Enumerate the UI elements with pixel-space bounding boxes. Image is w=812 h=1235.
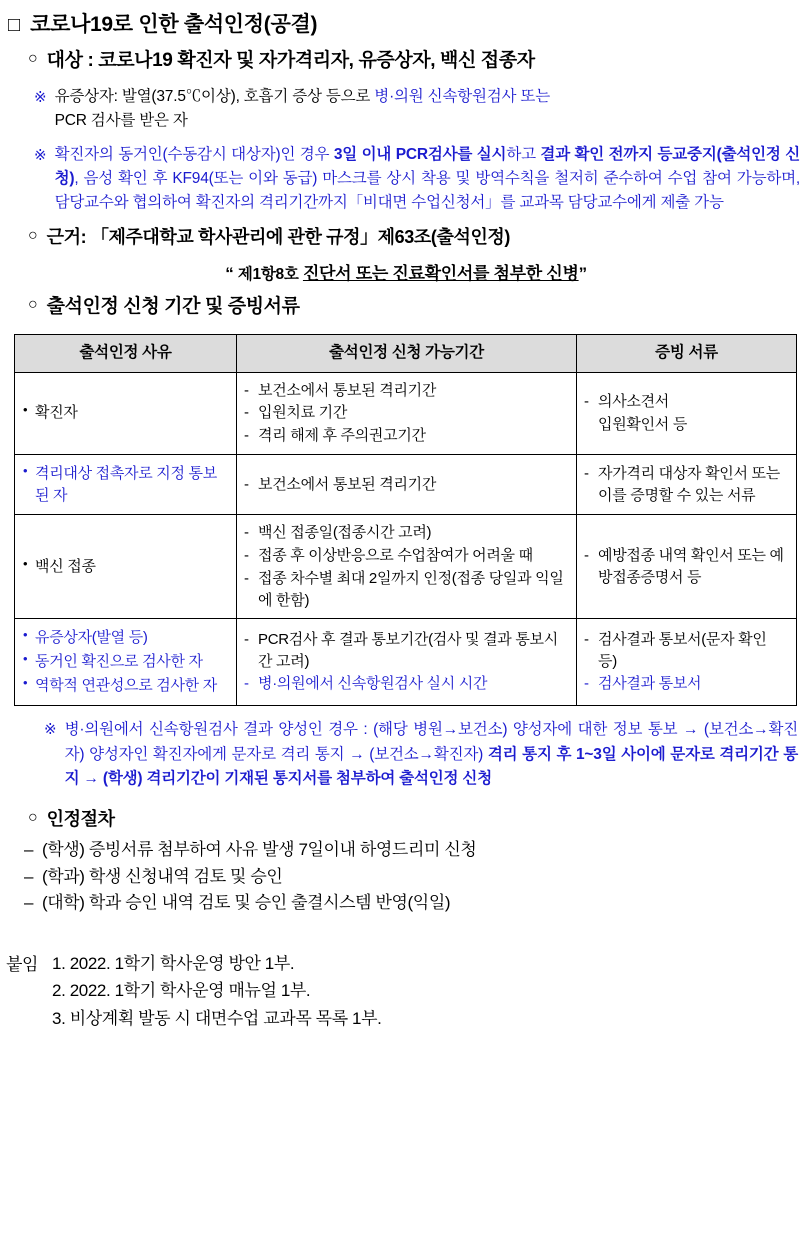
table-row	[15, 372, 797, 454]
table-cell-proof	[577, 372, 797, 454]
note-cohabitant-body	[55, 143, 800, 215]
table-row	[15, 454, 797, 515]
list-item: - 예방접종 내역 확인서 또는 예방접종증명서 등	[584, 545, 789, 589]
title-square-icon: □	[8, 14, 21, 36]
list-item: - 접종 차수별 최대 2일까지 인정(접종 당일과 익일에 한함)	[244, 568, 569, 612]
list-item: - 입원치료 기간	[244, 402, 569, 424]
note-cohabitant-text-2: 3일 이내 PCR검사를 실시	[333, 145, 507, 163]
list-item: • 백신 접종	[22, 556, 229, 578]
note-positive-text-1: 병·의원에서 신속항원검사 결과 양성인 경우 : (해당 병원→보건소) 양성자에 대한 정보 통보 → (보건소→확진자) 양성자인 확진자에게 문자로 격리 통지 → (보건소→확진자)	[64, 720, 798, 763]
note-positive-result	[0, 718, 812, 792]
list-item: 입원확인서 등	[598, 415, 688, 433]
quote-close-mark: ”	[578, 263, 587, 283]
list-item: - 검사결과 통보서(문자 확인 등)	[584, 629, 789, 673]
list-item: 3. 비상계획 발동 시 대면수업 교과목 목록 1부.	[52, 1008, 382, 1028]
table-cell-proof	[577, 454, 797, 515]
reference-mark-icon: ※	[34, 88, 47, 106]
list-item: - 백신 접종일(접종시간 고려)	[244, 522, 569, 544]
list-item: - 검사결과 통보서	[584, 673, 789, 695]
list-item: - 보건소에서 통보된 격리기간	[244, 474, 569, 496]
note-positive-text-2: 격리 통지 후 1~3일 사이에 문자로 격리기간 통지 → (학생) 격리기간이 기재된 통지서를 첨부하여 출석인정 신청	[64, 745, 798, 788]
circle-bullet-icon: ○	[28, 50, 38, 67]
note-cohabitant	[0, 143, 812, 215]
list-item: - 의사소견서	[584, 391, 789, 413]
attendance-table	[14, 334, 797, 705]
section-basis-label: 근거: 「제주대학교 학사관리에 관한 규정」제63조(출석인정)	[46, 226, 511, 247]
table-header-period: 출석인정 신청 가능기간	[237, 335, 577, 372]
document-title-row	[0, 0, 812, 38]
list-item: - PCR검사 후 결과 통보기간(검사 및 결과 통보시간 고려)	[244, 629, 569, 673]
list-item: • 역학적 연관성으로 검사한 자	[22, 675, 229, 697]
note-cohabitant-text-1: 확진자의 동거인(수동감시 대상자)인 경우	[54, 145, 334, 163]
reference-mark-icon: ※	[34, 146, 47, 164]
list-item: 1. 2022. 1학기 학사운영 방안 1부.	[52, 954, 295, 974]
quote-open-mark: “	[225, 263, 234, 283]
note-symptomatic	[0, 85, 812, 133]
table-header-row	[15, 335, 797, 372]
table-cell-period	[237, 454, 577, 515]
note-symptomatic-text-1: 유증상자: 발열(37.5℃이상), 호흡기 증상 등으로	[54, 87, 375, 105]
note-cohabitant-text-5: , 음성 확인 후 KF94(또는 이와 동급) 마스크를 상시 착용 및 방역수칙을 철저히 준수하여 수업 참여 가능하며, 담당교수와 협의하여 확진자의 격리기간까지「비대면 수업신청서」를 교과목 담당교수에게 제출 가능	[54, 169, 800, 211]
list-item: • 확진자	[22, 402, 229, 424]
section-target-label: 대상 : 코로나19 확진자 및 자가격리자, 유증상자, 백신 접종자	[46, 50, 535, 71]
circle-bullet-icon: ○	[28, 295, 38, 313]
list-item: – (학과) 학생 신청내역 검토 및 승인	[24, 864, 812, 890]
table-cell-proof	[577, 515, 797, 619]
quote-underlined-text: 진단서 또는 진료확인서를 첨부한 신병	[302, 263, 579, 283]
reference-mark-icon: ※	[44, 720, 57, 738]
attachment-list	[52, 950, 381, 1032]
list-item: • 유증상자(발열 등)	[22, 627, 229, 649]
procedure-list	[0, 837, 812, 916]
table-cell-reason	[15, 515, 237, 619]
section-target	[0, 47, 812, 75]
list-item: - 병·의원에서 신속항원검사 실시 시간	[244, 673, 569, 695]
section-table-heading-label: 출석인정 신청 기간 및 증빙서류	[46, 295, 300, 317]
section-procedure	[0, 806, 812, 832]
list-item: - 접종 후 이상반응으로 수업참여가 어려울 때	[244, 545, 569, 567]
attachment-section	[0, 950, 812, 1032]
page-title: 코로나19로 인한 출석인정(공결)	[30, 13, 318, 36]
table-row	[15, 619, 797, 705]
section-procedure-label: 인정절차	[46, 809, 115, 830]
note-positive-result-body	[65, 718, 798, 792]
list-item: • 동거인 확진으로 검사한 자	[22, 651, 229, 673]
list-item: - 자가격리 대상자 확인서 또는 이를 증명할 수 있는 서류	[584, 463, 789, 507]
note-cohabitant-text-3: 하고	[506, 145, 541, 163]
list-item: – (학생) 증빙서류 첨부하여 사유 발생 7일이내 하영드리미 신청	[24, 837, 812, 863]
table-cell-reason	[15, 454, 237, 515]
table-cell-reason	[15, 372, 237, 454]
table-cell-proof	[577, 619, 797, 705]
note-cohabitant-text-4: 결과 확인 전까지 등교중지(출석인정 신청)	[54, 145, 800, 187]
circle-bullet-icon: ○	[28, 809, 38, 827]
table-cell-period	[237, 515, 577, 619]
section-basis	[0, 224, 812, 250]
table-header-reason: 출석인정 사유	[15, 335, 237, 372]
attachment-label: 붙임	[6, 955, 39, 975]
list-item: • 격리대상 접촉자로 지정 통보된 자	[22, 463, 229, 507]
quote-clause-number: 제1항8호	[237, 265, 299, 283]
list-item: – (대학) 학과 승인 내역 검토 및 승인 출결시스템 반영(익일)	[24, 890, 812, 916]
note-symptomatic-text-2: 병·의원 신속항원검사 또는	[374, 87, 550, 105]
table-cell-reason	[15, 619, 237, 705]
regulation-quote	[0, 259, 812, 284]
table-cell-period	[237, 619, 577, 705]
circle-bullet-icon: ○	[28, 226, 38, 244]
table-row	[15, 515, 797, 619]
note-symptomatic-text-3: PCR 검사를 받은 자	[54, 111, 188, 129]
note-symptomatic-body	[55, 85, 550, 133]
list-item: 2. 2022. 1학기 학사운영 매뉴얼 1부.	[52, 981, 311, 1001]
table-header-proof: 증빙 서류	[577, 335, 797, 372]
list-item: - 보건소에서 통보된 격리기간	[244, 380, 569, 402]
section-table-heading	[0, 293, 812, 321]
list-item: - 격리 해제 후 주의권고기간	[244, 425, 569, 447]
table-cell-period	[237, 372, 577, 454]
